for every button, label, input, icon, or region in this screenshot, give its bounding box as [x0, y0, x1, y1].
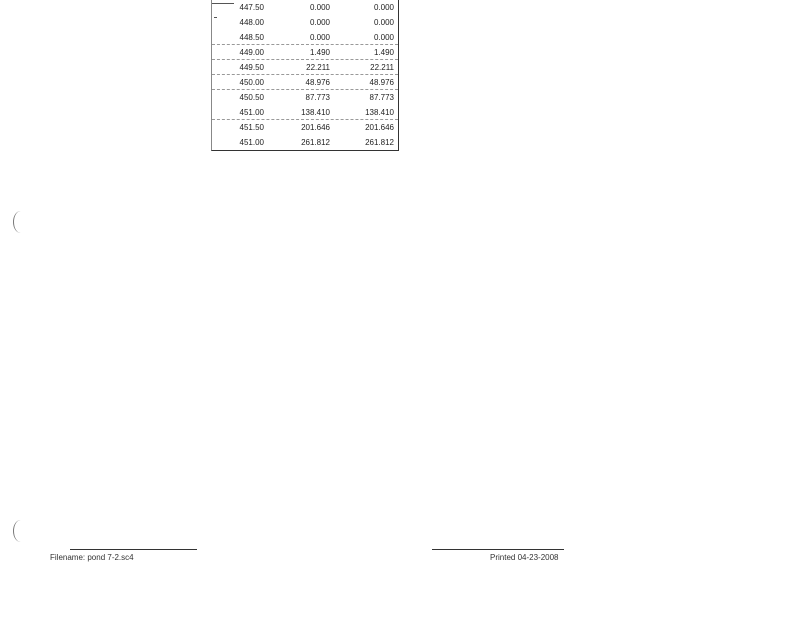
table-row — [212, 120, 398, 135]
value-cell: 48.976 — [305, 78, 330, 87]
value-cell: 0.000 — [373, 3, 394, 12]
table-row — [212, 30, 398, 45]
footer-rule-left — [70, 549, 197, 550]
elevation-cell: 448.50 — [239, 33, 264, 42]
value-cell: 138.410 — [365, 108, 394, 117]
elevation-cell: 447.50 — [239, 3, 264, 12]
elevation-cell: 451.00 — [239, 138, 264, 147]
value-cell: 261.812 — [365, 138, 394, 147]
value-cell: 0.000 — [309, 33, 330, 42]
scan-mark — [212, 3, 234, 4]
footer-printed-date: Printed 04-23-2008 — [490, 553, 559, 562]
elevation-cell: 448.00 — [239, 18, 264, 27]
value-cell: 1.490 — [373, 48, 394, 57]
table-row — [212, 75, 398, 90]
value-cell: 48.976 — [369, 78, 394, 87]
value-cell: 261.812 — [301, 138, 330, 147]
value-cell: 0.000 — [309, 3, 330, 12]
elevation-cell: 450.00 — [239, 78, 264, 87]
scan-mark — [214, 17, 217, 18]
footer-filename: Filename: pond 7-2.sc4 — [50, 553, 134, 562]
table-row — [212, 135, 398, 150]
footer-rule-right — [432, 549, 564, 550]
table-row — [212, 90, 398, 105]
elevation-cell: 451.50 — [239, 123, 264, 132]
table-row — [212, 60, 398, 75]
value-cell: 0.000 — [373, 18, 394, 27]
elevation-cell: 449.00 — [239, 48, 264, 57]
table-row — [212, 15, 398, 30]
elevation-cell: 449.50 — [239, 63, 264, 72]
table-row — [212, 45, 398, 60]
punch-hole-mark — [13, 211, 28, 233]
value-cell: 0.000 — [309, 18, 330, 27]
elevation-cell: 450.50 — [239, 93, 264, 102]
elevation-cell: 451.00 — [239, 108, 264, 117]
value-cell: 22.211 — [370, 63, 394, 72]
value-cell: 87.773 — [369, 93, 394, 102]
value-cell: 1.490 — [309, 48, 330, 57]
value-cell: 201.646 — [365, 123, 394, 132]
value-cell: 201.646 — [301, 123, 330, 132]
table-row — [212, 0, 398, 15]
punch-hole-mark — [13, 520, 28, 542]
value-cell: 0.000 — [373, 33, 394, 42]
storage-table — [211, 0, 399, 151]
table-row — [212, 105, 398, 120]
value-cell: 22.211 — [306, 63, 330, 72]
value-cell: 138.410 — [301, 108, 330, 117]
value-cell: 87.773 — [305, 93, 330, 102]
